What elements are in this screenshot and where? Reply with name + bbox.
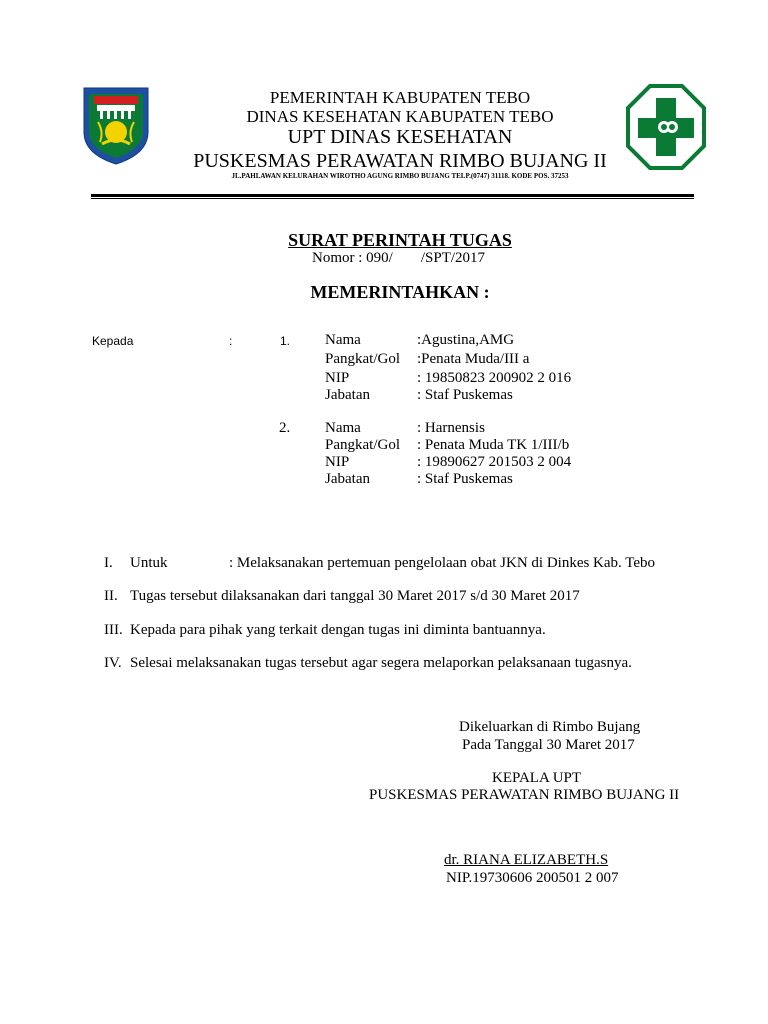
item-4-text: Selesai melaksanakan tugas tersebut agar segera melaporkan pelaksanaan tugasnya. bbox=[130, 655, 632, 671]
header-puskesmas: PUSKESMAS PERAWATAN RIMBO BUJANG II bbox=[193, 150, 607, 172]
recipient-colon: : bbox=[229, 334, 233, 348]
person-1-rank-value: :Penata Muda/III a bbox=[417, 351, 530, 367]
signer-nip: NIP.19730606 200501 2 007 bbox=[446, 870, 619, 886]
signer-position-title: KEPALA UPT bbox=[492, 770, 582, 786]
signer-name: dr. RIANA ELIZABETH.S bbox=[444, 852, 609, 868]
header-rule-thin bbox=[91, 198, 694, 199]
person-2-position-label: Jabatan bbox=[325, 471, 370, 487]
person-2-rank-label: Pangkat/Gol bbox=[325, 437, 400, 453]
recipient-label: Kepada bbox=[92, 334, 134, 348]
number-suffix: /SPT/2017 bbox=[420, 250, 486, 266]
item-3-number: III. bbox=[104, 622, 123, 638]
person-1-number: 1. bbox=[280, 334, 291, 348]
item-1-label: Untuk bbox=[130, 555, 168, 571]
issued-place: Dikeluarkan di Rimbo Bujang bbox=[459, 719, 641, 735]
person-1-nip-label: NIP bbox=[325, 370, 350, 386]
header-government: PEMERINTAH KABUPATEN TEBO bbox=[269, 88, 531, 107]
document-number bbox=[312, 250, 485, 267]
item-4-number: IV. bbox=[104, 655, 122, 671]
item-2-number: II. bbox=[104, 588, 118, 604]
person-2-number: 2. bbox=[279, 420, 291, 436]
document-title: SURAT PERINTAH TUGAS bbox=[288, 230, 512, 250]
header-unit: UPT DINAS KESEHATAN bbox=[287, 126, 513, 148]
person-1-rank-label: Pangkat/Gol bbox=[325, 351, 400, 367]
number-prefix: Nomor : 090/ bbox=[312, 250, 393, 266]
person-1-name-label: Nama bbox=[325, 332, 361, 348]
regency-emblem-icon bbox=[80, 82, 152, 166]
person-2-name-label: Nama bbox=[325, 420, 361, 436]
signer-position-unit: PUSKESMAS PERAWATAN RIMBO BUJANG II bbox=[369, 787, 680, 803]
person-1-position-label: Jabatan bbox=[325, 387, 370, 403]
person-1-position-value: : Staf Puskemas bbox=[417, 387, 513, 403]
person-1-nip-value: : 19850823 200902 2 016 bbox=[417, 370, 572, 386]
person-2-rank-value: : Penata Muda TK 1/III/b bbox=[417, 437, 570, 453]
header-department: DINAS KESEHATAN KABUPATEN TEBO bbox=[246, 107, 554, 126]
command-heading: MEMERINTAHKAN : bbox=[310, 282, 490, 302]
person-2-name-value: : Harnensis bbox=[417, 420, 485, 436]
person-1-name-value: :Agustina,AMG bbox=[417, 332, 515, 348]
item-1-text: : Melaksanakan pertemuan pengelolaan obat JKN di Dinkes Kab. Tebo bbox=[229, 555, 656, 571]
item-1-number: I. bbox=[104, 555, 113, 571]
header-address: JL.PAHLAWAN KELURAHAN WIROTHO AGUNG RIMBO BUJANG TELP.(0747) 31118. KODE POS. 37253 bbox=[231, 172, 569, 180]
person-2-nip-value: : 19890627 201503 2 004 bbox=[417, 454, 572, 470]
person-2-nip-label: NIP bbox=[325, 454, 350, 470]
header-rule-thick bbox=[91, 194, 694, 197]
item-3-text: Kepada para pihak yang terkait dengan tugas ini diminta bantuannya. bbox=[130, 622, 546, 638]
person-2-position-value: : Staf Puskemas bbox=[417, 471, 513, 487]
item-2-text: Tugas tersebut dilaksanakan dari tanggal 30 Maret 2017 s/d 30 Maret 2017 bbox=[130, 588, 580, 604]
issued-date: Pada Tanggal 30 Maret 2017 bbox=[462, 737, 635, 753]
